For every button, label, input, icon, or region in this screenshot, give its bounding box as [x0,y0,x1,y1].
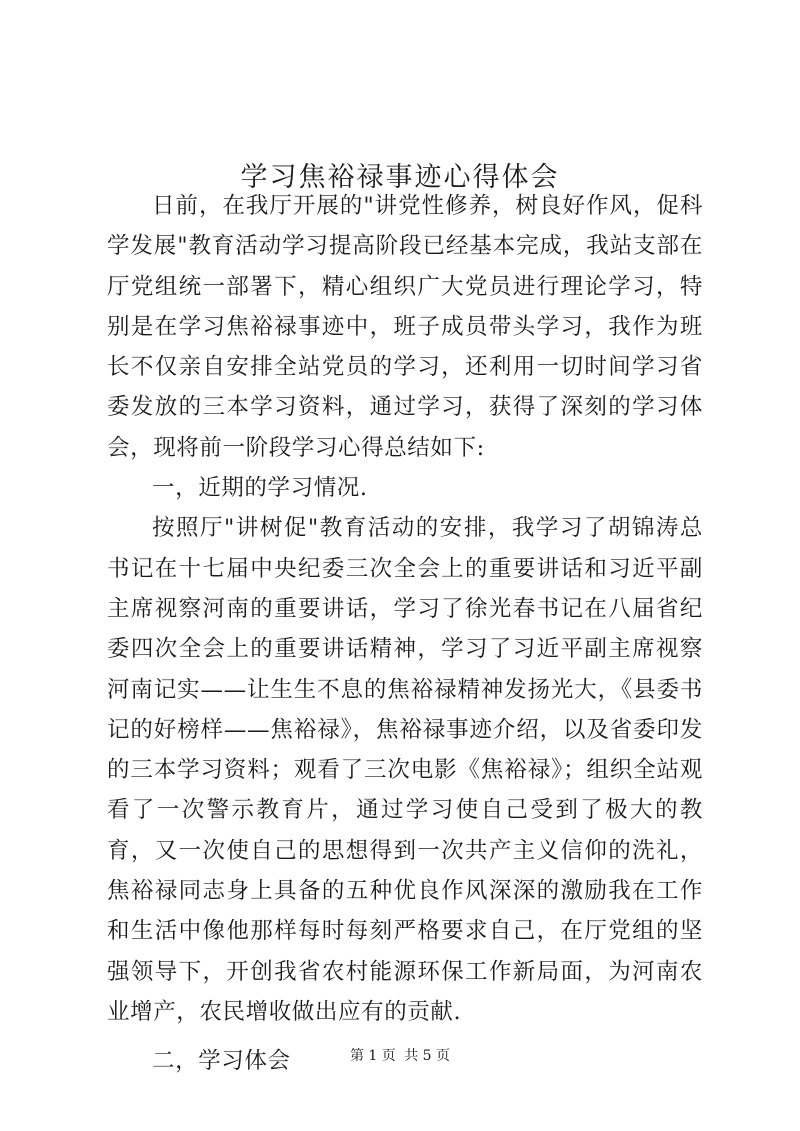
page-number: 第 1 页 [349,1048,396,1064]
page-title: 学习焦裕禄事迹心得体会 [240,162,560,194]
document-body [107,186,703,1082]
paragraph-study: 按照厅"讲树促"教育活动的安排，我学习了胡锦涛总书记在十七届中央纪委三次全会上的重要讲话和习近平副主席视察河南的重要讲话，学习了徐光春书记在八届省纪委四次全会上的重要讲话精神，学习了习近平副主席视察河南记实——让生生不息的焦裕禄精神发扬光大，《县委书记的好榜样——焦裕禄》，焦裕禄事迹介绍，以及省委印发的三本学习资料；观看了三次电影《焦裕禄》；组织全站观看了一次警示教育片，通过学习使自己受到了极大的教育，又一次使自己的思想得到一次共产主义信仰的洗礼，焦裕禄同志身上具备的五种优良作风深深的激励我在工作和生活中像他那样每时每刻严格要求自己，在厅党组的坚强领导下，开创我省农村能源环保工作新局面，为河南农业增产，农民增收做出应有的贡献. [107,515,703,1025]
paragraph-intro: 日前，在我厅开展的"讲党性修养，树良好作风，促科学发展"教育活动学习提高阶段已经基本完成，我站支部在厅党组统一部署下，精心组织广大党员进行理论学习，特别是在学习焦裕禄事迹中，班子成员带头学习，我作为班长不仅亲自安排全站党员的学习，还利用一切时间学习省委发放的三本学习资料，通过学习，获得了深刻的学习体会，现将前一阶段学习心得总结如下: [107,193,703,461]
page-footer [0,1046,800,1066]
section-heading-2: 二，学习体会 [152,1048,291,1075]
page-total: 共 5 页 [404,1048,451,1064]
section-heading-1: 一，近期的学习情况. [152,475,368,502]
